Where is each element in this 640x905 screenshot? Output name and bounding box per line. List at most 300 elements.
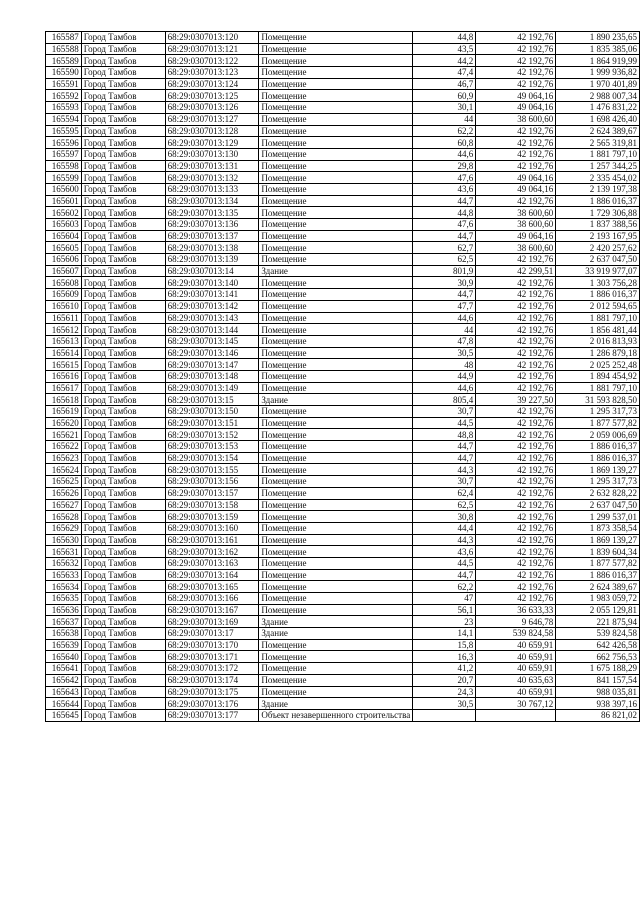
object-type-cell: Помещение [259,312,413,324]
cadastral-value-cell: 539 824,58 [556,628,640,640]
object-type-cell: Помещение [259,674,413,686]
cadastral-number-cell: 68:29:0307013:148 [165,370,259,382]
row-id-cell: 165637 [46,616,82,628]
row-id-cell: 165633 [46,569,82,581]
locality-cell: Город Тамбов [81,195,165,207]
cadastral-value-cell: 1 864 919,99 [556,55,640,67]
row-id-cell: 165627 [46,499,82,511]
object-type-cell: Помещение [259,230,413,242]
cost-per-unit-cell: 38 600,60 [476,219,556,231]
locality-cell: Город Тамбов [81,546,165,558]
table-row [46,698,640,710]
locality-cell: Город Тамбов [81,160,165,172]
cadastral-value-cell: 662 756,53 [556,651,640,663]
locality-cell: Город Тамбов [81,628,165,640]
cadastral-value-cell: 2 637 047,50 [556,254,640,266]
table-row [46,616,640,628]
locality-cell: Город Тамбов [81,312,165,324]
locality-cell: Город Тамбов [81,487,165,499]
cost-per-unit-cell: 49 064,16 [476,102,556,114]
cadastral-value-cell: 2 565 319,81 [556,137,640,149]
locality-cell: Город Тамбов [81,242,165,254]
row-id-cell: 165618 [46,394,82,406]
cadastral-value-cell: 1 970 401,89 [556,78,640,90]
object-type-cell: Помещение [259,324,413,336]
area-cell: 47,6 [413,172,476,184]
locality-cell: Город Тамбов [81,709,165,721]
area-cell: 44,9 [413,370,476,382]
cost-per-unit-cell: 42 192,76 [476,406,556,418]
cadastral-value-cell: 1 837 388,56 [556,219,640,231]
area-cell: 62,2 [413,581,476,593]
locality-cell: Город Тамбов [81,43,165,55]
row-id-cell: 165591 [46,78,82,90]
row-id-cell: 165634 [46,581,82,593]
cost-per-unit-cell: 42 192,76 [476,487,556,499]
table-row [46,593,640,605]
cadastral-value-cell: 1 873 358,54 [556,522,640,534]
table-row [46,569,640,581]
area-cell: 44,3 [413,464,476,476]
cadastral-value-cell: 33 919 977,07 [556,265,640,277]
cost-per-unit-cell: 42 192,76 [476,452,556,464]
table-row [46,359,640,371]
table-row [46,382,640,394]
area-cell: 24,3 [413,686,476,698]
table-row [46,476,640,488]
table-row [46,347,640,359]
locality-cell: Город Тамбов [81,359,165,371]
cadastral-number-cell: 68:29:0307013:156 [165,476,259,488]
table-row [46,67,640,79]
area-cell: 62,4 [413,487,476,499]
cadastral-value-cell: 1 869 139,27 [556,534,640,546]
cost-per-unit-cell: 42 192,76 [476,546,556,558]
cadastral-number-cell: 68:29:0307013:171 [165,651,259,663]
locality-cell: Город Тамбов [81,324,165,336]
area-cell: 43,5 [413,43,476,55]
locality-cell: Город Тамбов [81,67,165,79]
cadastral-number-cell: 68:29:0307013:145 [165,335,259,347]
locality-cell: Город Тамбов [81,686,165,698]
cadastral-value-cell: 1 886 016,37 [556,195,640,207]
cadastral-value-cell: 1 877 577,82 [556,417,640,429]
table-row [46,464,640,476]
row-id-cell: 165609 [46,289,82,301]
locality-cell: Город Тамбов [81,616,165,628]
area-cell [413,709,476,721]
cadastral-value-cell: 2 139 197,38 [556,183,640,195]
area-cell: 29,8 [413,160,476,172]
cadastral-value-cell: 86 821,02 [556,709,640,721]
object-type-cell: Помещение [259,639,413,651]
cadastral-number-cell: 68:29:0307013:160 [165,522,259,534]
cadastral-number-cell: 68:29:0307013:155 [165,464,259,476]
area-cell: 48 [413,359,476,371]
cost-per-unit-cell: 42 192,76 [476,67,556,79]
table-row [46,148,640,160]
row-id-cell: 165588 [46,43,82,55]
row-id-cell: 165625 [46,476,82,488]
cadastral-value-cell: 31 593 828,50 [556,394,640,406]
cost-per-unit-cell: 42 192,76 [476,289,556,301]
locality-cell: Город Тамбов [81,476,165,488]
table-row [46,557,640,569]
locality-cell: Город Тамбов [81,32,165,44]
table-row [46,499,640,511]
cadastral-number-cell: 68:29:0307013:127 [165,113,259,125]
locality-cell: Город Тамбов [81,464,165,476]
object-type-cell: Помещение [259,499,413,511]
area-cell: 801,9 [413,265,476,277]
cadastral-number-cell: 68:29:0307013:170 [165,639,259,651]
cadastral-value-cell: 1 886 016,37 [556,441,640,453]
cadastral-number-cell: 68:29:0307013:124 [165,78,259,90]
object-type-cell: Помещение [259,254,413,266]
cost-per-unit-cell: 42 192,76 [476,347,556,359]
object-type-cell: Помещение [259,242,413,254]
cost-per-unit-cell: 42 192,76 [476,324,556,336]
area-cell: 30,7 [413,476,476,488]
cadastral-value-cell: 2 632 828,22 [556,487,640,499]
object-type-cell: Помещение [259,417,413,429]
cadastral-number-cell: 68:29:0307013:140 [165,277,259,289]
area-cell: 805,4 [413,394,476,406]
object-type-cell: Помещение [259,581,413,593]
area-cell: 47,7 [413,300,476,312]
cadastral-value-cell: 1 257 344,25 [556,160,640,172]
cadastral-number-cell: 68:29:0307013:135 [165,207,259,219]
cadastral-number-cell: 68:29:0307013:132 [165,172,259,184]
locality-cell: Город Тамбов [81,148,165,160]
object-type-cell: Помещение [259,300,413,312]
cadastral-number-cell: 68:29:0307013:167 [165,604,259,616]
cadastral-number-cell: 68:29:0307013:162 [165,546,259,558]
cadastral-value-cell: 1 729 306,88 [556,207,640,219]
object-type-cell: Помещение [259,219,413,231]
area-cell: 47,8 [413,335,476,347]
cost-per-unit-cell: 42 192,76 [476,300,556,312]
table-row [46,417,640,429]
cost-per-unit-cell: 40 659,91 [476,663,556,675]
cadastral-value-cell: 1 877 577,82 [556,557,640,569]
cadastral-value-cell: 221 875,94 [556,616,640,628]
object-type-cell: Помещение [259,277,413,289]
cadastral-number-cell: 68:29:0307013:164 [165,569,259,581]
object-type-cell: Помещение [259,593,413,605]
object-type-cell: Помещение [259,78,413,90]
cost-per-unit-cell: 42 192,76 [476,160,556,172]
row-id-cell: 165605 [46,242,82,254]
cadastral-number-cell: 68:29:0307013:169 [165,616,259,628]
cadastral-value-cell: 1 675 188,29 [556,663,640,675]
locality-cell: Город Тамбов [81,441,165,453]
object-type-cell: Помещение [259,183,413,195]
cost-per-unit-cell: 42 192,76 [476,417,556,429]
object-type-cell: Помещение [259,511,413,523]
row-id-cell: 165607 [46,265,82,277]
cost-per-unit-cell: 38 600,60 [476,242,556,254]
table-row [46,230,640,242]
table-row [46,581,640,593]
row-id-cell: 165620 [46,417,82,429]
table-row [46,534,640,546]
cost-per-unit-cell: 42 192,76 [476,464,556,476]
cadastral-value-cell: 2 055 129,81 [556,604,640,616]
cost-per-unit-cell: 42 192,76 [476,125,556,137]
cadastral-number-cell: 68:29:0307013:121 [165,43,259,55]
cadastral-value-cell: 2 193 167,95 [556,230,640,242]
object-type-cell: Помещение [259,441,413,453]
cadastral-number-cell: 68:29:0307013:166 [165,593,259,605]
row-id-cell: 165630 [46,534,82,546]
object-type-cell: Здание [259,265,413,277]
locality-cell: Город Тамбов [81,581,165,593]
table-row [46,242,640,254]
area-cell: 30,1 [413,102,476,114]
area-cell: 62,2 [413,125,476,137]
cost-per-unit-cell: 42 192,76 [476,195,556,207]
cadastral-value-cell: 2 016 813,93 [556,335,640,347]
area-cell: 30,8 [413,511,476,523]
table-row [46,55,640,67]
cadastral-value-cell: 1 839 604,34 [556,546,640,558]
registry-table-body [46,32,640,722]
table-row [46,113,640,125]
locality-cell: Город Тамбов [81,172,165,184]
cost-per-unit-cell [476,709,556,721]
row-id-cell: 165589 [46,55,82,67]
cadastral-value-cell: 2 012 594,65 [556,300,640,312]
row-id-cell: 165600 [46,183,82,195]
cost-per-unit-cell: 42 192,76 [476,277,556,289]
locality-cell: Город Тамбов [81,113,165,125]
table-row [46,32,640,44]
locality-cell: Город Тамбов [81,499,165,511]
row-id-cell: 165631 [46,546,82,558]
object-type-cell: Помещение [259,522,413,534]
cost-per-unit-cell: 40 659,91 [476,686,556,698]
cadastral-number-cell: 68:29:0307013:172 [165,663,259,675]
table-row [46,429,640,441]
cadastral-value-cell: 1 286 879,18 [556,347,640,359]
table-row [46,265,640,277]
area-cell: 44 [413,113,476,125]
cadastral-number-cell: 68:29:0307013:130 [165,148,259,160]
cadastral-number-cell: 68:29:0307013:151 [165,417,259,429]
cadastral-value-cell: 2 335 454,02 [556,172,640,184]
row-id-cell: 165632 [46,557,82,569]
cadastral-number-cell: 68:29:0307013:163 [165,557,259,569]
cadastral-value-cell: 1 881 797,10 [556,312,640,324]
row-id-cell: 165639 [46,639,82,651]
cadastral-number-cell: 68:29:0307013:143 [165,312,259,324]
cost-per-unit-cell: 42 192,76 [476,441,556,453]
locality-cell: Город Тамбов [81,347,165,359]
locality-cell: Город Тамбов [81,698,165,710]
area-cell: 44,7 [413,289,476,301]
row-id-cell: 165617 [46,382,82,394]
locality-cell: Город Тамбов [81,382,165,394]
table-row [46,406,640,418]
area-cell: 44,5 [413,417,476,429]
object-type-cell: Помещение [259,347,413,359]
row-id-cell: 165619 [46,406,82,418]
cadastral-number-cell: 68:29:0307013:177 [165,709,259,721]
table-row [46,452,640,464]
object-type-cell: Помещение [259,160,413,172]
locality-cell: Город Тамбов [81,452,165,464]
cadastral-number-cell: 68:29:0307013:175 [165,686,259,698]
object-type-cell: Помещение [259,406,413,418]
row-id-cell: 165645 [46,709,82,721]
cost-per-unit-cell: 49 064,16 [476,183,556,195]
table-row [46,125,640,137]
cadastral-number-cell: 68:29:0307013:123 [165,67,259,79]
object-type-cell: Помещение [259,335,413,347]
object-type-cell: Помещение [259,382,413,394]
cost-per-unit-cell: 42 192,76 [476,55,556,67]
table-row [46,172,640,184]
cost-per-unit-cell: 42 192,76 [476,499,556,511]
row-id-cell: 165601 [46,195,82,207]
cadastral-number-cell: 68:29:0307013:157 [165,487,259,499]
cadastral-value-cell: 2 988 007,34 [556,90,640,102]
cadastral-number-cell: 68:29:0307013:146 [165,347,259,359]
cadastral-value-cell: 2 420 257,62 [556,242,640,254]
row-id-cell: 165621 [46,429,82,441]
table-row [46,639,640,651]
table-row [46,195,640,207]
table-row [46,207,640,219]
cost-per-unit-cell: 36 633,33 [476,604,556,616]
table-row [46,522,640,534]
locality-cell: Город Тамбов [81,183,165,195]
area-cell: 14,1 [413,628,476,640]
area-cell: 62,5 [413,499,476,511]
object-type-cell: Помещение [259,43,413,55]
cadastral-number-cell: 68:29:0307013:138 [165,242,259,254]
object-type-cell: Помещение [259,125,413,137]
cost-per-unit-cell: 38 600,60 [476,113,556,125]
row-id-cell: 165624 [46,464,82,476]
object-type-cell: Помещение [259,452,413,464]
cost-per-unit-cell: 539 824,58 [476,628,556,640]
cost-per-unit-cell: 42 192,76 [476,534,556,546]
row-id-cell: 165642 [46,674,82,686]
row-id-cell: 165610 [46,300,82,312]
cadastral-number-cell: 68:29:0307013:14 [165,265,259,277]
table-row [46,674,640,686]
cadastral-value-cell: 1 894 454,92 [556,370,640,382]
locality-cell: Город Тамбов [81,125,165,137]
object-type-cell: Помещение [259,289,413,301]
cadastral-number-cell: 68:29:0307013:125 [165,90,259,102]
cadastral-number-cell: 68:29:0307013:128 [165,125,259,137]
cadastral-value-cell: 2 624 389,67 [556,581,640,593]
cadastral-value-cell: 1 295 317,73 [556,406,640,418]
area-cell: 60,8 [413,137,476,149]
locality-cell: Город Тамбов [81,663,165,675]
cost-per-unit-cell: 42 192,76 [476,137,556,149]
locality-cell: Город Тамбов [81,429,165,441]
row-id-cell: 165599 [46,172,82,184]
cadastral-number-cell: 68:29:0307013:159 [165,511,259,523]
cost-per-unit-cell: 30 767,12 [476,698,556,710]
cadastral-value-cell: 1 886 016,37 [556,569,640,581]
object-type-cell: Помещение [259,113,413,125]
cadastral-value-cell: 1 890 235,65 [556,32,640,44]
locality-cell: Город Тамбов [81,522,165,534]
table-row [46,511,640,523]
object-type-cell: Помещение [259,604,413,616]
row-id-cell: 165629 [46,522,82,534]
object-type-cell: Помещение [259,429,413,441]
cadastral-value-cell: 1 886 016,37 [556,289,640,301]
object-type-cell: Помещение [259,148,413,160]
table-row [46,160,640,172]
object-type-cell: Помещение [259,487,413,499]
locality-cell: Город Тамбов [81,207,165,219]
object-type-cell: Здание [259,394,413,406]
cost-per-unit-cell: 40 659,91 [476,639,556,651]
cadastral-number-cell: 68:29:0307013:120 [165,32,259,44]
cadastral-value-cell: 1 856 481,44 [556,324,640,336]
cost-per-unit-cell: 42 192,76 [476,78,556,90]
row-id-cell: 165587 [46,32,82,44]
cadastral-value-cell: 1 983 059,72 [556,593,640,605]
area-cell: 44,3 [413,534,476,546]
cadastral-number-cell: 68:29:0307013:176 [165,698,259,710]
locality-cell: Город Тамбов [81,593,165,605]
cost-per-unit-cell: 42 192,76 [476,359,556,371]
locality-cell: Город Тамбов [81,370,165,382]
row-id-cell: 165626 [46,487,82,499]
cost-per-unit-cell: 42 192,76 [476,522,556,534]
cadastral-value-cell: 1 886 016,37 [556,452,640,464]
cadastral-number-cell: 68:29:0307013:152 [165,429,259,441]
cost-per-unit-cell: 42 192,76 [476,32,556,44]
cost-per-unit-cell: 42 192,76 [476,569,556,581]
table-row [46,370,640,382]
object-type-cell: Помещение [259,546,413,558]
cost-per-unit-cell: 42 192,76 [476,312,556,324]
area-cell: 44,7 [413,569,476,581]
table-row [46,335,640,347]
table-row [46,487,640,499]
area-cell: 44,7 [413,441,476,453]
area-cell: 30,5 [413,698,476,710]
object-type-cell: Здание [259,698,413,710]
locality-cell: Город Тамбов [81,394,165,406]
cadastral-number-cell: 68:29:0307013:17 [165,628,259,640]
cadastral-value-cell: 1 303 756,28 [556,277,640,289]
object-type-cell: Здание [259,628,413,640]
table-row [46,628,640,640]
cadastral-number-cell: 68:29:0307013:139 [165,254,259,266]
row-id-cell: 165613 [46,335,82,347]
cost-per-unit-cell: 42 192,76 [476,593,556,605]
row-id-cell: 165606 [46,254,82,266]
locality-cell: Город Тамбов [81,557,165,569]
locality-cell: Город Тамбов [81,417,165,429]
cost-per-unit-cell: 42 192,76 [476,557,556,569]
row-id-cell: 165597 [46,148,82,160]
cadastral-value-cell: 2 624 389,67 [556,125,640,137]
object-type-cell: Помещение [259,67,413,79]
object-type-cell: Помещение [259,172,413,184]
row-id-cell: 165602 [46,207,82,219]
